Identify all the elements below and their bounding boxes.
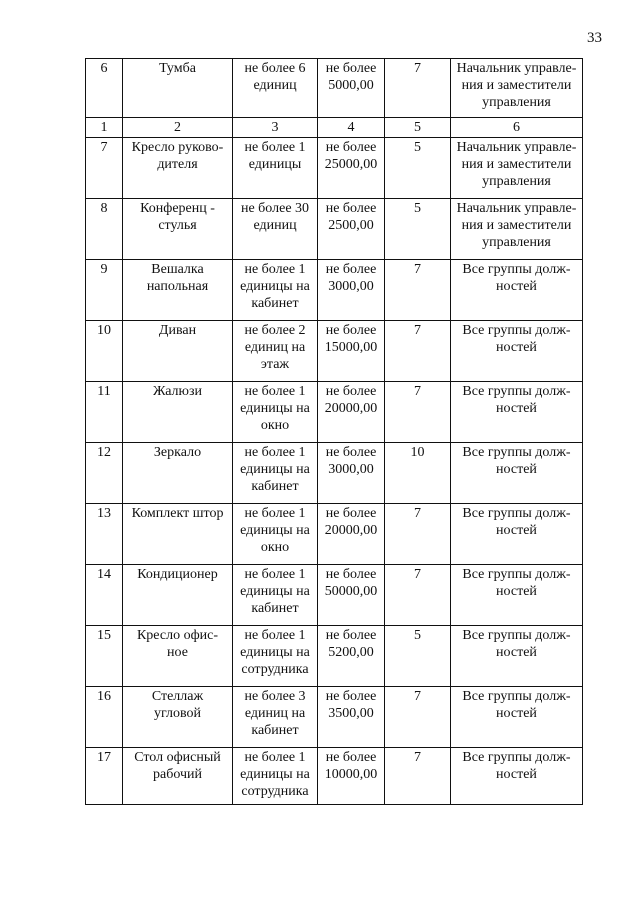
cell-position-group: Все группы долж- ностей xyxy=(451,260,583,321)
cell-name: Конференц - стулья xyxy=(123,199,233,260)
cell-name: Кондиционер xyxy=(123,565,233,626)
cell-position-group: Все группы долж- ностей xyxy=(451,626,583,687)
cell-price-limit: не более 10000,00 xyxy=(318,748,385,805)
cell-position-group: Начальник управле- ния и заместители управления xyxy=(451,199,583,260)
furniture-norms-table xyxy=(85,58,583,805)
column-number: 4 xyxy=(318,118,385,138)
cell-name: Стол офисный рабочий xyxy=(123,748,233,805)
cell-service-years: 7 xyxy=(385,59,451,118)
table-row xyxy=(86,59,583,118)
table-row xyxy=(86,443,583,504)
cell-number: 8 xyxy=(86,199,123,260)
cell-position-group: Начальник управле- ния и заместители управления xyxy=(451,59,583,118)
cell-number: 13 xyxy=(86,504,123,565)
cell-position-group: Все группы долж- ностей xyxy=(451,687,583,748)
cell-number: 15 xyxy=(86,626,123,687)
table-row xyxy=(86,321,583,382)
cell-price-limit: не более 20000,00 xyxy=(318,504,385,565)
cell-service-years: 7 xyxy=(385,687,451,748)
cell-service-years: 5 xyxy=(385,199,451,260)
column-number: 1 xyxy=(86,118,123,138)
cell-price-limit: не более 50000,00 xyxy=(318,565,385,626)
cell-number: 9 xyxy=(86,260,123,321)
cell-position-group: Все группы долж- ностей xyxy=(451,748,583,805)
table-row xyxy=(86,565,583,626)
cell-service-years: 7 xyxy=(385,260,451,321)
cell-number: 12 xyxy=(86,443,123,504)
cell-price-limit: не более 20000,00 xyxy=(318,382,385,443)
cell-name: Тумба xyxy=(123,59,233,118)
cell-price-limit: не более 5200,00 xyxy=(318,626,385,687)
cell-price-limit: не более 3000,00 xyxy=(318,260,385,321)
cell-name: Зеркало xyxy=(123,443,233,504)
table-row xyxy=(86,382,583,443)
cell-service-years: 7 xyxy=(385,382,451,443)
cell-position-group: Все группы долж- ностей xyxy=(451,321,583,382)
cell-position-group: Все группы долж- ностей xyxy=(451,382,583,443)
cell-quantity-limit: не более 1 единицы на сотрудника xyxy=(233,748,318,805)
cell-service-years: 7 xyxy=(385,748,451,805)
cell-service-years: 5 xyxy=(385,626,451,687)
cell-quantity-limit: не более 1 единицы на окно xyxy=(233,382,318,443)
column-number: 6 xyxy=(451,118,583,138)
table-row xyxy=(86,626,583,687)
cell-quantity-limit: не более 1 единицы на кабинет xyxy=(233,443,318,504)
cell-position-group: Начальник управле- ния и заместители управления xyxy=(451,138,583,199)
cell-quantity-limit: не более 2 единиц на этаж xyxy=(233,321,318,382)
cell-name: Вешалка напольная xyxy=(123,260,233,321)
cell-service-years: 7 xyxy=(385,565,451,626)
cell-quantity-limit: не более 1 единицы на кабинет xyxy=(233,565,318,626)
cell-price-limit: не более 5000,00 xyxy=(318,59,385,118)
cell-quantity-limit: не более 6 единиц xyxy=(233,59,318,118)
cell-number: 14 xyxy=(86,565,123,626)
column-number: 5 xyxy=(385,118,451,138)
cell-number: 16 xyxy=(86,687,123,748)
cell-service-years: 5 xyxy=(385,138,451,199)
cell-quantity-limit: не более 1 единицы на кабинет xyxy=(233,260,318,321)
cell-quantity-limit: не более 30 единиц xyxy=(233,199,318,260)
table-row xyxy=(86,199,583,260)
cell-name: Стеллаж угловой xyxy=(123,687,233,748)
cell-name: Диван xyxy=(123,321,233,382)
cell-number: 7 xyxy=(86,138,123,199)
cell-price-limit: не более 15000,00 xyxy=(318,321,385,382)
cell-number: 6 xyxy=(86,59,123,118)
cell-quantity-limit: не более 1 единицы на сотрудника xyxy=(233,626,318,687)
cell-quantity-limit: не более 1 единицы xyxy=(233,138,318,199)
cell-price-limit: не более 3500,00 xyxy=(318,687,385,748)
cell-service-years: 10 xyxy=(385,443,451,504)
cell-number: 11 xyxy=(86,382,123,443)
cell-price-limit: не более 25000,00 xyxy=(318,138,385,199)
cell-number: 17 xyxy=(86,748,123,805)
column-number: 3 xyxy=(233,118,318,138)
cell-quantity-limit: не более 1 единицы на окно xyxy=(233,504,318,565)
cell-name: Комплект штор xyxy=(123,504,233,565)
cell-position-group: Все группы долж- ностей xyxy=(451,565,583,626)
table-row xyxy=(86,138,583,199)
cell-quantity-limit: не более 3 единиц на кабинет xyxy=(233,687,318,748)
column-number-row xyxy=(86,118,583,138)
cell-service-years: 7 xyxy=(385,504,451,565)
table-row xyxy=(86,687,583,748)
cell-price-limit: не более 3000,00 xyxy=(318,443,385,504)
table-row xyxy=(86,260,583,321)
table-row xyxy=(86,504,583,565)
cell-name: Кресло офис- ное xyxy=(123,626,233,687)
table-row xyxy=(86,748,583,805)
column-number: 2 xyxy=(123,118,233,138)
cell-number: 10 xyxy=(86,321,123,382)
cell-position-group: Все группы долж- ностей xyxy=(451,443,583,504)
cell-position-group: Все группы долж- ностей xyxy=(451,504,583,565)
page-number: 33 xyxy=(587,30,602,46)
cell-name: Жалюзи xyxy=(123,382,233,443)
cell-name: Кресло руково- дителя xyxy=(123,138,233,199)
cell-price-limit: не более 2500,00 xyxy=(318,199,385,260)
cell-service-years: 7 xyxy=(385,321,451,382)
